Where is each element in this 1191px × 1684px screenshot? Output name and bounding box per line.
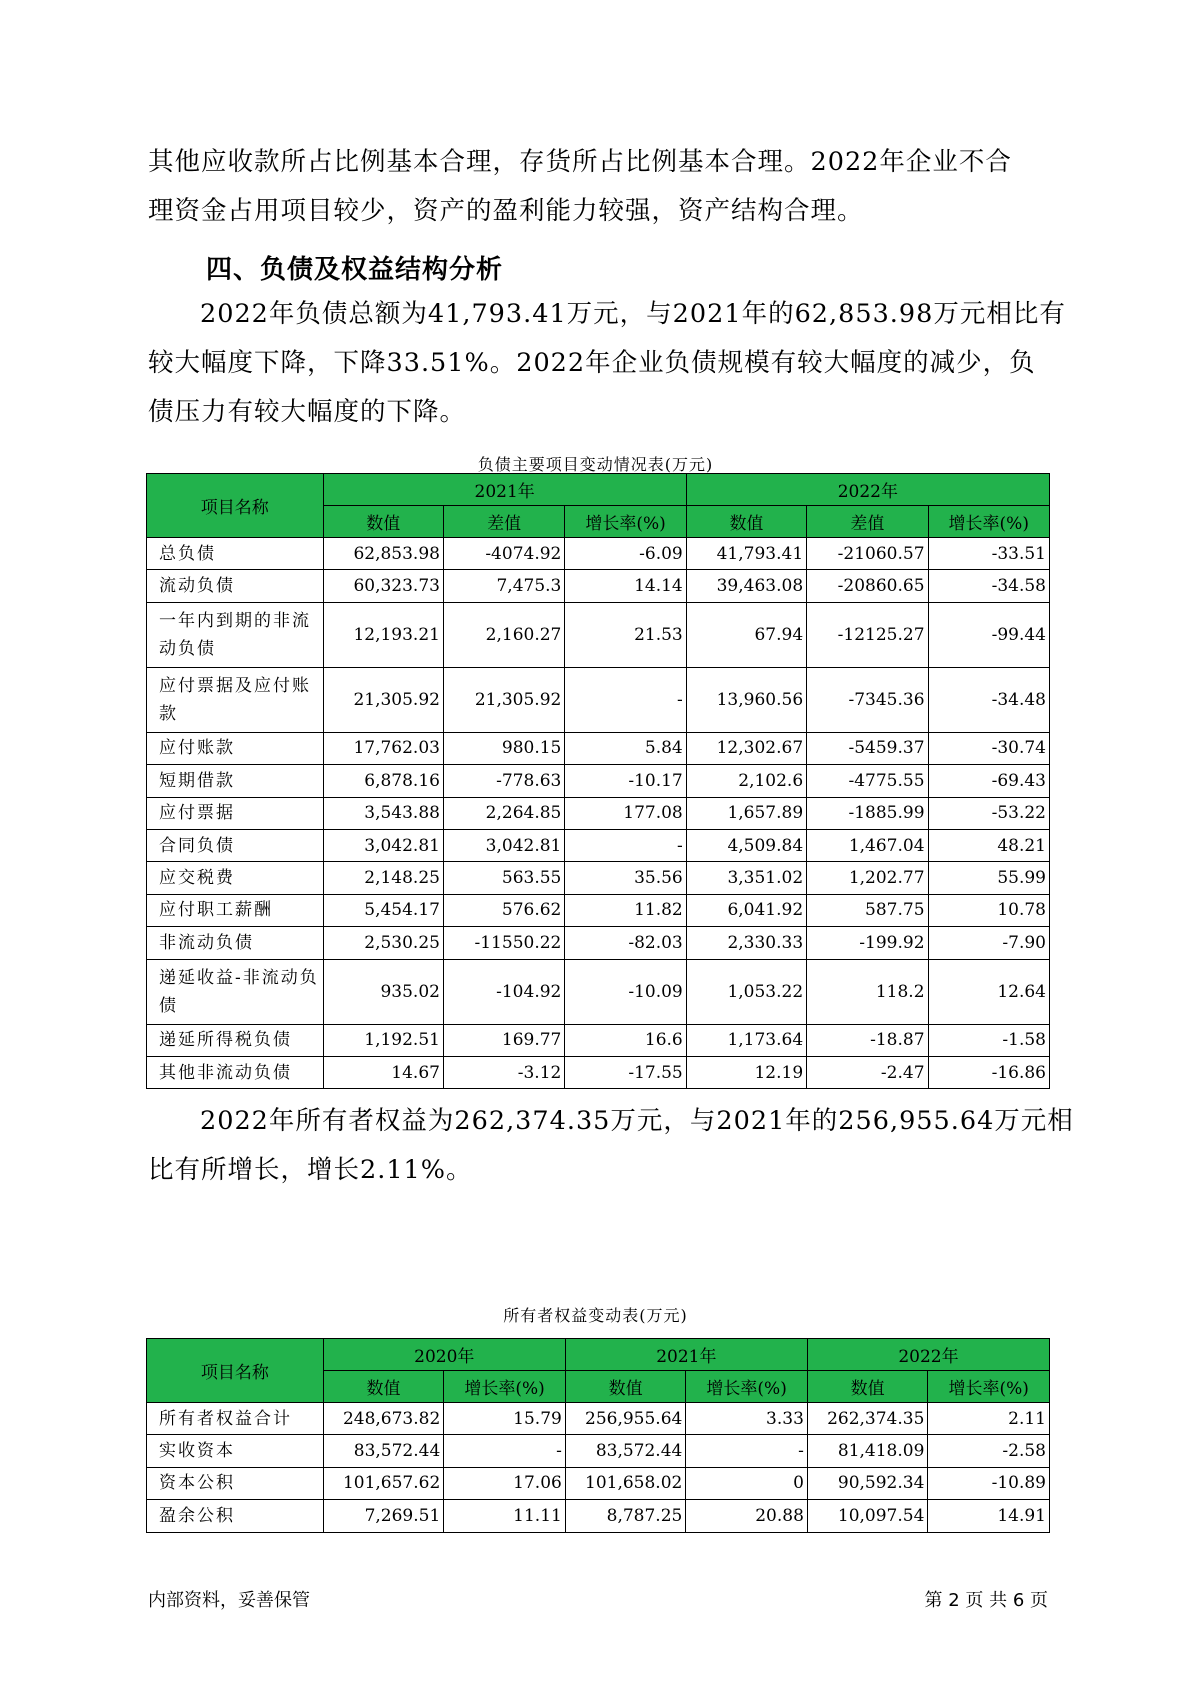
intro-line: 理资金占用项目较少，资产的盈利能力较强，资产结构合理。 — [148, 196, 864, 226]
paragraph-line: 2022年负债总额为41,793.41万元，与2021年的62,853.98万元相比有 — [200, 299, 1066, 329]
table-cell: - — [565, 829, 686, 861]
table-cell: - — [444, 1435, 566, 1467]
table1-caption: 负债主要项目变动情况表(万元) — [477, 455, 714, 474]
table-cell: 21,305.92 — [323, 667, 443, 732]
table-cell: 35.56 — [565, 862, 686, 894]
table-cell: 2,330.33 — [686, 927, 806, 959]
table-cell: 39,463.08 — [686, 570, 806, 602]
table-row — [147, 894, 1050, 926]
row-label: 合同负债 — [147, 829, 324, 861]
table-cell: -16.86 — [928, 1056, 1049, 1088]
table-cell: 576.62 — [443, 894, 564, 926]
row-label: 应交税费 — [147, 862, 324, 894]
equity-paragraph — [148, 1097, 1074, 1195]
table-cell: 6,878.16 — [323, 765, 443, 797]
header-subcol: 数值 — [807, 1371, 928, 1403]
table-cell: 10.78 — [928, 894, 1049, 926]
table-cell: -53.22 — [928, 797, 1049, 829]
table-cell: 248,673.82 — [323, 1403, 444, 1435]
liability-paragraph — [148, 290, 1066, 437]
table-cell: -7345.36 — [807, 667, 928, 732]
table-cell: 1,202.77 — [807, 862, 928, 894]
header-subcol: 增长率(%) — [444, 1371, 566, 1403]
table-cell: 3,042.81 — [323, 829, 443, 861]
table-cell: -11550.22 — [443, 927, 564, 959]
table-cell: -778.63 — [443, 765, 564, 797]
table-cell: 3,543.88 — [323, 797, 443, 829]
table-row — [147, 732, 1050, 764]
table-cell: 2,160.27 — [443, 602, 564, 667]
table-cell: 0 — [686, 1467, 808, 1499]
paragraph-line: 2022年所有者权益为262,374.35万元，与2021年的256,955.64万元相 — [200, 1106, 1074, 1136]
table-cell: -7.90 — [928, 927, 1049, 959]
table-cell: 12.19 — [686, 1056, 806, 1088]
table-cell: 7,475.3 — [443, 570, 564, 602]
row-label: 所有者权益合计 — [147, 1403, 324, 1435]
row-label: 递延所得税负债 — [147, 1024, 324, 1056]
intro-line: 其他应收款所占比例基本合理，存货所占比例基本合理。2022年企业不合 — [148, 147, 1012, 177]
table-cell: 14.67 — [323, 1056, 443, 1088]
table-row — [147, 927, 1050, 959]
table-cell: 10,097.54 — [807, 1500, 928, 1532]
footer-page-number: 第 2 页 共 6 页 — [924, 1590, 1048, 1611]
table-cell: - — [686, 1435, 808, 1467]
table-cell: 62,853.98 — [323, 538, 443, 570]
liability-table — [146, 473, 1050, 1089]
table-cell: 21,305.92 — [443, 667, 564, 732]
table-cell: 83,572.44 — [323, 1435, 444, 1467]
table-row — [147, 1467, 1050, 1499]
table-cell: -69.43 — [928, 765, 1049, 797]
table-row — [147, 1024, 1050, 1056]
table-cell: 935.02 — [323, 959, 443, 1024]
table-cell: -4775.55 — [807, 765, 928, 797]
table-cell: -6.09 — [565, 538, 686, 570]
paragraph-line: 债压力有较大幅度的下降。 — [148, 397, 467, 427]
row-label: 盈余公积 — [147, 1500, 324, 1532]
row-label: 流动负债 — [147, 570, 324, 602]
table-cell: 12,302.67 — [686, 732, 806, 764]
header-subcol: 增长率(%) — [928, 506, 1049, 538]
header-year: 2020年 — [323, 1339, 565, 1371]
header-subcol: 差值 — [807, 506, 928, 538]
header-item-name: 项目名称 — [147, 1339, 324, 1403]
table-cell: 12.64 — [928, 959, 1049, 1024]
table-row — [147, 538, 1050, 570]
table-cell: 13,960.56 — [686, 667, 806, 732]
table-cell: 256,955.64 — [565, 1403, 686, 1435]
table-cell: 48.21 — [928, 829, 1049, 861]
row-label: 非流动负债 — [147, 927, 324, 959]
row-label: 实收资本 — [147, 1435, 324, 1467]
table-cell: 1,657.89 — [686, 797, 806, 829]
table-row — [147, 829, 1050, 861]
row-label: 短期借款 — [147, 765, 324, 797]
table-cell: -17.55 — [565, 1056, 686, 1088]
table-cell: 55.99 — [928, 862, 1049, 894]
table-cell: -82.03 — [565, 927, 686, 959]
table-cell: -10.09 — [565, 959, 686, 1024]
table-cell: 81,418.09 — [807, 1435, 928, 1467]
table-cell: 21.53 — [565, 602, 686, 667]
table-cell: -1885.99 — [807, 797, 928, 829]
row-label: 递延收益-非流动负债 — [147, 959, 324, 1024]
paragraph-line: 较大幅度下降，下降33.51%。2022年企业负债规模有较大幅度的减少，负 — [148, 348, 1036, 378]
table-row — [147, 1403, 1050, 1435]
section-heading: 四、负债及权益结构分析 — [206, 255, 504, 285]
table-cell: -30.74 — [928, 732, 1049, 764]
table-cell: -2.47 — [807, 1056, 928, 1088]
table-cell: -1.58 — [928, 1024, 1049, 1056]
table-cell: -10.17 — [565, 765, 686, 797]
table-cell: 1,192.51 — [323, 1024, 443, 1056]
row-label: 应付职工薪酬 — [147, 894, 324, 926]
paragraph-line: 比有所增长，增长2.11%。 — [148, 1155, 473, 1185]
header-subcol: 增长率(%) — [928, 1371, 1050, 1403]
table-cell: 5.84 — [565, 732, 686, 764]
table-cell: 20.88 — [686, 1500, 808, 1532]
header-year: 2022年 — [686, 474, 1049, 506]
table-cell: 11.11 — [444, 1500, 566, 1532]
header-year: 2022年 — [807, 1339, 1049, 1371]
table-cell: - — [565, 667, 686, 732]
table-cell: 1,173.64 — [686, 1024, 806, 1056]
table-cell: -34.58 — [928, 570, 1049, 602]
table-cell: 41,793.41 — [686, 538, 806, 570]
table-cell: 3,042.81 — [443, 829, 564, 861]
table-cell: 1,467.04 — [807, 829, 928, 861]
table-row — [147, 959, 1050, 1024]
table-cell: 101,657.62 — [323, 1467, 444, 1499]
table-cell: 101,658.02 — [565, 1467, 686, 1499]
header-year: 2021年 — [565, 1339, 807, 1371]
table-cell: 5,454.17 — [323, 894, 443, 926]
table-cell: 1,053.22 — [686, 959, 806, 1024]
table-cell: -34.48 — [928, 667, 1049, 732]
table-cell: 2,530.25 — [323, 927, 443, 959]
table-cell: 587.75 — [807, 894, 928, 926]
table-cell: 2,102.6 — [686, 765, 806, 797]
table-cell: 118.2 — [807, 959, 928, 1024]
table-row — [147, 797, 1050, 829]
row-label: 应付账款 — [147, 732, 324, 764]
table-cell: 3,351.02 — [686, 862, 806, 894]
table-row — [147, 1056, 1050, 1088]
header-year: 2021年 — [323, 474, 686, 506]
row-label: 资本公积 — [147, 1467, 324, 1499]
table-cell: -3.12 — [443, 1056, 564, 1088]
table2-caption: 所有者权益变动表(万元) — [503, 1306, 688, 1325]
footer-confidential: 内部资料，妥善保管 — [148, 1590, 310, 1611]
table-cell: 2,148.25 — [323, 862, 443, 894]
row-label: 一年内到期的非流动负债 — [147, 602, 324, 667]
table-cell: -99.44 — [928, 602, 1049, 667]
table-row — [147, 862, 1050, 894]
header-subcol: 数值 — [323, 506, 443, 538]
table-cell: 17.06 — [444, 1467, 566, 1499]
header-subcol: 数值 — [565, 1371, 686, 1403]
table-row — [147, 667, 1050, 732]
row-label: 应付票据 — [147, 797, 324, 829]
table-cell: 7,269.51 — [323, 1500, 444, 1532]
table-cell: 12,193.21 — [323, 602, 443, 667]
equity-table — [146, 1338, 1050, 1533]
table-cell: 17,762.03 — [323, 732, 443, 764]
table-cell: 15.79 — [444, 1403, 566, 1435]
table-cell: -33.51 — [928, 538, 1049, 570]
table-cell: 169.77 — [443, 1024, 564, 1056]
table-cell: -18.87 — [807, 1024, 928, 1056]
table-cell: 83,572.44 — [565, 1435, 686, 1467]
table-row — [147, 1435, 1050, 1467]
table-cell: 11.82 — [565, 894, 686, 926]
table-cell: -4074.92 — [443, 538, 564, 570]
table-cell: 980.15 — [443, 732, 564, 764]
table-cell: 563.55 — [443, 862, 564, 894]
table-cell: -199.92 — [807, 927, 928, 959]
header-item-name: 项目名称 — [147, 474, 324, 538]
table-cell: 90,592.34 — [807, 1467, 928, 1499]
header-subcol: 数值 — [323, 1371, 444, 1403]
intro-paragraph — [148, 138, 1048, 236]
table-cell: 6,041.92 — [686, 894, 806, 926]
table-cell: 262,374.35 — [807, 1403, 928, 1435]
table-cell: -104.92 — [443, 959, 564, 1024]
table-cell: -10.89 — [928, 1467, 1050, 1499]
table-cell: -12125.27 — [807, 602, 928, 667]
header-subcol: 数值 — [686, 506, 806, 538]
table-cell: 60,323.73 — [323, 570, 443, 602]
table-cell: 8,787.25 — [565, 1500, 686, 1532]
table-cell: 177.08 — [565, 797, 686, 829]
table-cell: 14.14 — [565, 570, 686, 602]
table-cell: -2.58 — [928, 1435, 1050, 1467]
header-subcol: 增长率(%) — [686, 1371, 808, 1403]
table-cell: 4,509.84 — [686, 829, 806, 861]
table-cell: 2.11 — [928, 1403, 1050, 1435]
header-subcol: 增长率(%) — [565, 506, 686, 538]
table-cell: 2,264.85 — [443, 797, 564, 829]
header-subcol: 差值 — [443, 506, 564, 538]
row-label: 总负债 — [147, 538, 324, 570]
table-cell: 14.91 — [928, 1500, 1050, 1532]
table-row — [147, 765, 1050, 797]
table-cell: -21060.57 — [807, 538, 928, 570]
liability-table-body — [147, 538, 1050, 1089]
table-cell: -20860.65 — [807, 570, 928, 602]
table-row — [147, 602, 1050, 667]
row-label: 应付票据及应付账款 — [147, 667, 324, 732]
table-cell: 16.6 — [565, 1024, 686, 1056]
table-row — [147, 1500, 1050, 1532]
table-cell: 3.33 — [686, 1403, 808, 1435]
row-label: 其他非流动负债 — [147, 1056, 324, 1088]
equity-table-body — [147, 1403, 1050, 1533]
table-cell: -5459.37 — [807, 732, 928, 764]
table-cell: 67.94 — [686, 602, 806, 667]
table-row — [147, 570, 1050, 602]
